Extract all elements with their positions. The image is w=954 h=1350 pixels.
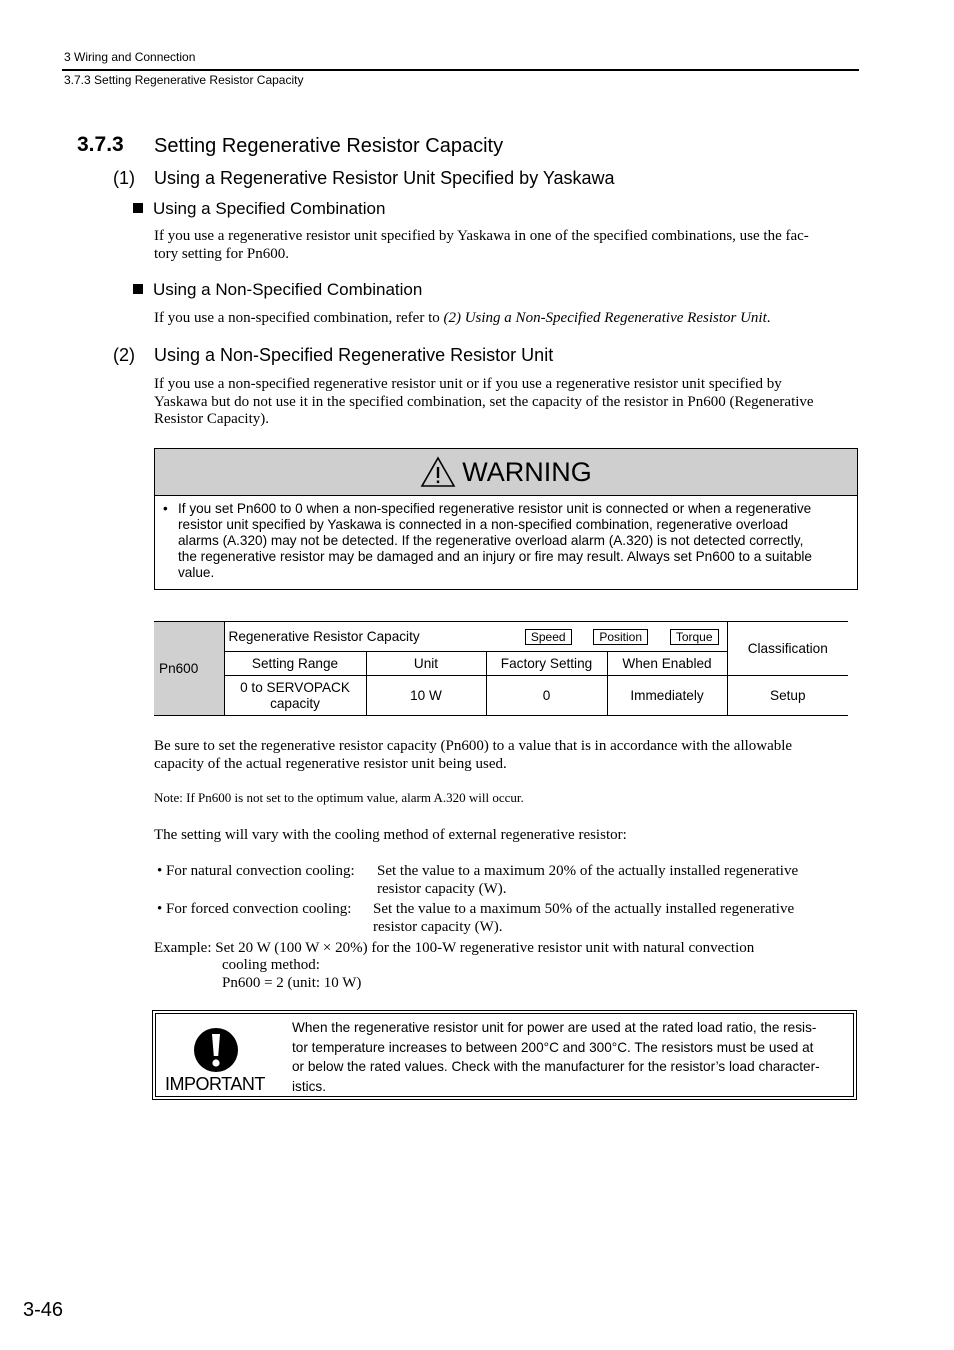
warning-triangle-icon xyxy=(420,456,456,488)
nonspecified-heading-text: Using a Non-Specified Combination xyxy=(153,280,423,299)
specified-heading-text: Using a Specified Combination xyxy=(153,199,386,218)
forced-cooling-line: Set the value to a maximum 50% of the actually installed regenerative xyxy=(373,901,795,917)
note-text: Note: If Pn600 is not set to the optimum value, alarm A.320 will occur. xyxy=(154,790,524,805)
header-unit: Unit xyxy=(366,652,486,676)
subsection-1-number: (1) xyxy=(113,168,135,188)
warning-title: WARNING xyxy=(462,456,592,487)
parameter-name-cell xyxy=(224,622,727,652)
natural-cooling-line: Set the value to a maximum 20% of the actually installed regenerative xyxy=(377,863,799,879)
subsection-2-number: (2) xyxy=(113,345,135,365)
square-bullet-icon xyxy=(133,284,143,294)
important-text-line: tor temperature increases to between 200°C and 300°C. The resistors must be used at xyxy=(292,1039,814,1055)
bullet-heading-nonspecified xyxy=(133,280,422,300)
header-factory-setting: Factory Setting xyxy=(486,652,607,676)
setting-range-value xyxy=(224,676,366,716)
forced-cooling-label: • For forced convection cooling: xyxy=(157,901,352,917)
warning-text-line: alarms (A.320) may not be detected. If the regenerative overload alarm (A.320) is not detected correctly, xyxy=(178,533,804,548)
setting-range-line: 0 to SERVOPACK xyxy=(240,679,350,695)
classification-value: Setup xyxy=(727,676,848,716)
specified-paragraph xyxy=(154,228,856,263)
warning-text xyxy=(178,501,812,581)
subsection-1-title: Using a Regenerative Resistor Unit Specified by Yaskawa xyxy=(154,168,615,188)
tag-position: Position xyxy=(593,629,648,645)
cross-reference-link[interactable]: (2) Using a Non-Specified Regenerative Resistor Unit xyxy=(443,310,767,326)
header-setting-range: Setting Range xyxy=(224,652,366,676)
tag-speed: Speed xyxy=(525,629,572,645)
subsection-2-paragraph xyxy=(154,376,859,429)
paragraph-line: Resistor Capacity). xyxy=(154,411,269,427)
parameter-name: Regenerative Resistor Capacity xyxy=(228,628,420,644)
unit-value: 10 W xyxy=(366,676,486,716)
parameter-table xyxy=(154,621,848,716)
header-when-enabled: When Enabled xyxy=(607,652,727,676)
warning-bullet: • xyxy=(163,501,168,516)
cooling-intro: The setting will vary with the cooling method of external regenerative resistor: xyxy=(154,827,627,843)
control-mode-tags xyxy=(525,629,719,645)
parameter-number: Pn600 xyxy=(154,622,224,716)
warning-header xyxy=(155,449,857,496)
bullet-heading-specified xyxy=(133,199,385,219)
paragraph-line: capacity of the actual regenerative resistor unit being used. xyxy=(154,755,507,772)
natural-cooling-line: resistor capacity (W). xyxy=(377,880,507,897)
running-header-chapter: 3 Wiring and Connection xyxy=(64,50,196,64)
important-label: IMPORTANT xyxy=(165,1074,265,1094)
forced-cooling-line: resistor capacity (W). xyxy=(373,918,503,935)
nonspecified-text-end: . xyxy=(766,310,771,326)
specified-text-line: If you use a regenerative resistor unit specified by Yaskawa in one of the specified combinations, use the fac- xyxy=(154,228,809,244)
natural-cooling-label: • For natural convection cooling: xyxy=(157,863,355,879)
classification-header: Classification xyxy=(727,622,848,676)
important-text-line: When the regenerative resistor unit for power are used at the rated load ratio, the resis- xyxy=(292,1020,817,1035)
example-line: Pn600 = 2 (unit: 10 W) xyxy=(222,975,362,991)
header-rule xyxy=(62,69,859,71)
tag-torque: Torque xyxy=(670,629,719,645)
subsection-2-title: Using a Non-Specified Regenerative Resistor Unit xyxy=(154,345,554,365)
forced-cooling-text xyxy=(373,901,794,936)
important-inner-frame xyxy=(155,1013,854,1097)
warning-text-line: resistor unit specified by Yaskawa is connected in a non-specified combination, regenerative overload xyxy=(178,517,789,532)
nonspecified-text: If you use a non-specified combination, refer to xyxy=(154,310,444,326)
exclamation-icon xyxy=(193,1027,239,1073)
section-title: Setting Regenerative Resistor Capacity xyxy=(154,135,504,157)
natural-cooling-text xyxy=(377,863,798,898)
setting-range-line: capacity xyxy=(270,695,320,711)
paragraph-line: If you use a non-specified regenerative resistor unit or if you use a regenerative resistor unit specified by xyxy=(154,376,782,392)
warning-text-line: If you set Pn600 to 0 when a non-specified regenerative resistor unit is connected or when a regenerative xyxy=(178,501,812,516)
square-bullet-icon xyxy=(133,203,143,213)
warning-text-line: the regenerative resistor may be damaged and an injury or fire may result. Always set Pn600 to a suitable xyxy=(178,549,812,564)
warning-text-line: value. xyxy=(178,565,215,580)
example-line: Example: Set 20 W (100 W × 20%) for the 100-W regenerative resistor unit with natural convection xyxy=(154,940,755,956)
important-text-line: or below the rated values. Check with the manufacturer for the resistor’s load character- xyxy=(292,1059,820,1074)
important-text-line: istics. xyxy=(292,1078,326,1094)
section-number: 3.7.3 xyxy=(77,133,124,156)
important-text xyxy=(292,1018,854,1096)
specified-text-line: tory setting for Pn600. xyxy=(154,245,289,262)
nonspecified-paragraph xyxy=(154,310,856,328)
paragraph-line: Be sure to set the regenerative resistor capacity (Pn600) to a value that is in accordance with the allowable xyxy=(154,738,793,754)
example-line: cooling method: xyxy=(222,957,320,973)
important-box xyxy=(152,1010,857,1100)
warning-body xyxy=(155,496,857,581)
paragraph-line: Yaskawa but do not use it in the specified combination, set the capacity of the resistor in Pn600 (Regenerative xyxy=(154,393,814,410)
warning-box xyxy=(154,448,858,590)
when-enabled-value: Immediately xyxy=(607,676,727,716)
page-number: 3-46 xyxy=(23,1299,64,1321)
running-header-section: 3.7.3 Setting Regenerative Resistor Capacity xyxy=(64,73,304,87)
capacity-paragraph xyxy=(154,738,856,773)
factory-setting-value: 0 xyxy=(486,676,607,716)
